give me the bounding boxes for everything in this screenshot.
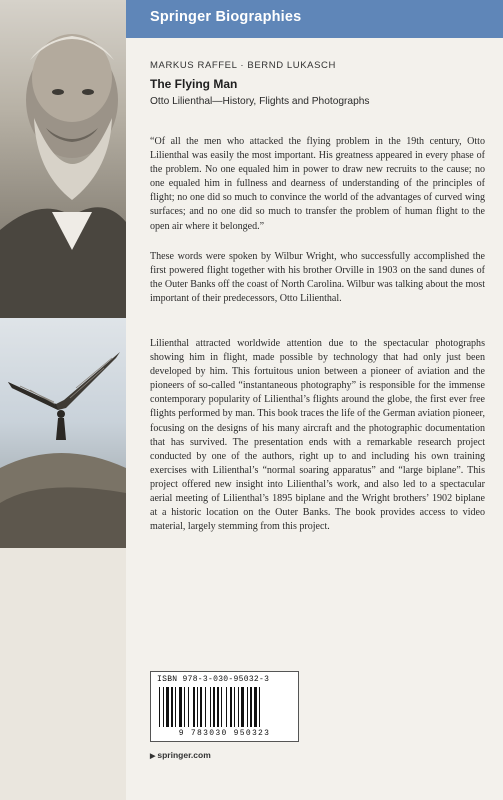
- glider-illustration: [0, 318, 126, 548]
- portrait-illustration: [0, 0, 126, 318]
- portrait-photo: [0, 0, 126, 318]
- barcode-bars: [159, 687, 290, 727]
- blurb-paragraph-context: These words were spoken by Wilbur Wright, who successfully accomplished the first powered flight together with his brother Orville in 1903 on the sand dunes of the Outer Banks off the coast of North Carolina. Wilbur was talking about the most important of their predecessors, Otto Lilienthal.: [150, 251, 485, 305]
- isbn-label: ISBN 978-3-030-95032-3: [157, 675, 270, 684]
- flight-photo: [0, 318, 126, 548]
- arrow-right-icon: ▶: [150, 753, 156, 760]
- blurb-paragraph-quote: “Of all the men who attacked the flying problem in the 19th century, Otto Lilienthal was easily the most important. His greatness appeared in every phase of the problem. No one equaled him in power to draw new recruits to the cause; no one equaled him in fullness and dearness of understanding of the principles of flight; no one did so much to convince the world of the advantages of curved wing surfaces; and no one did so much to transfer the problem of human flight to the open air where it belonged.”: [150, 136, 485, 232]
- isbn-barcode: [150, 671, 299, 742]
- barcode-digits: 9 783030 950323: [178, 729, 271, 738]
- book-title: The Flying Man: [150, 77, 238, 91]
- publisher-url[interactable]: [150, 750, 211, 760]
- series-title: Springer Biographies: [150, 9, 302, 25]
- book-subtitle: Otto Lilienthal—History, Flights and Photographs: [150, 96, 370, 107]
- publisher-url-text: springer.com: [157, 750, 211, 760]
- blurb-paragraph-summary: Lilienthal attracted worldwide attention due to the spectacular photographs showing him in flight, made possible by technology that had only just been developed by him. This fortuitous union between a pioneer of aviation and the pioneers of so-called “instantaneous photography” is responsible for the immense contemporary popularity of Lilienthal’s flights around the globe, the first ever free flights performed by man. This book traces the life of the German aviation pioneer, focusing on the designs of his many aircraft and the photographic documentation that has survived. The presentation ends with a remarkable research project conducted by one of the authors, right up to and including his own training exercises with Lilienthal’s “normal soaring apparatus” and “large biplane”. This project offered new insight into Lilienthal’s work, and also led to a spectacular aerial meeting of Lilienthal’s 1895 biplane and the Wright brothers’ 1902 biplane at a historic location on the Outer Banks. The book provides access to video material, largely stemming from this project.: [150, 338, 485, 533]
- book-authors: MARKUS RAFFEL · BERND LUKASCH: [150, 60, 336, 71]
